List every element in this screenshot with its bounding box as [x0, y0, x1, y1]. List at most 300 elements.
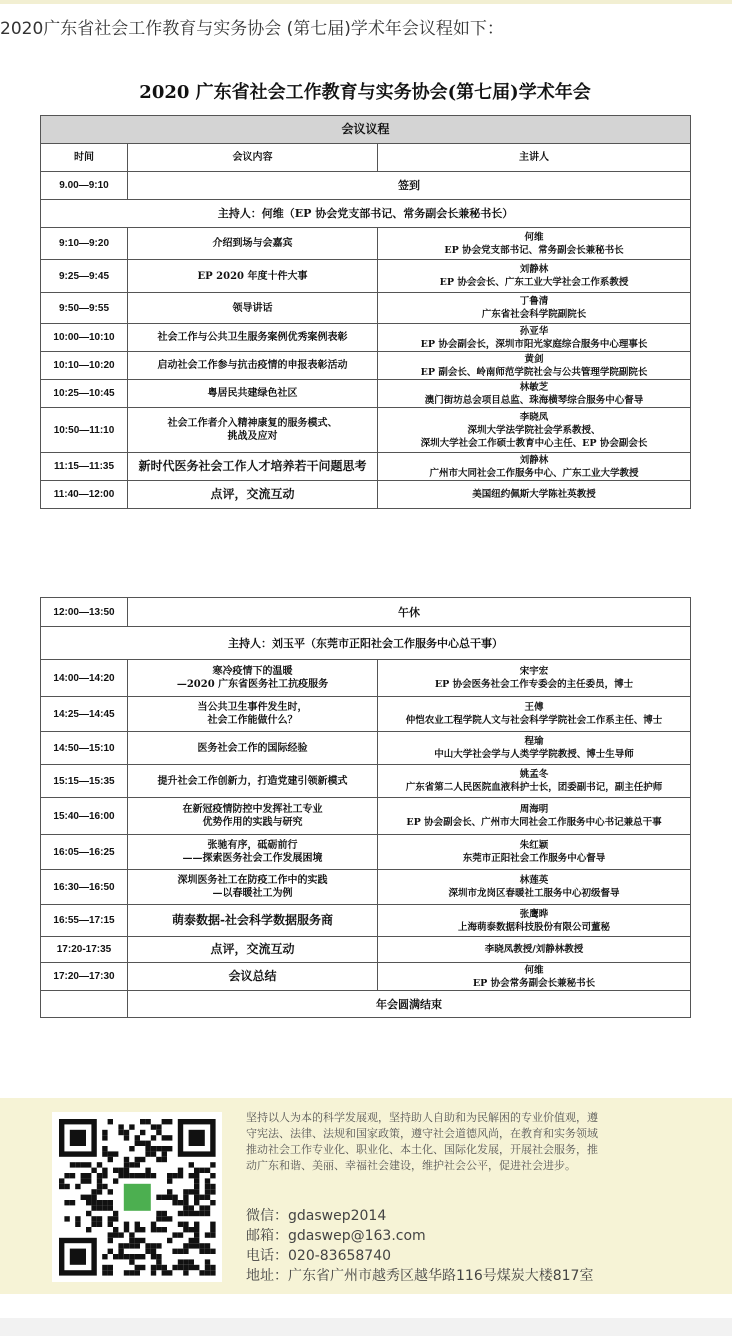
qr-module: [162, 1265, 167, 1270]
qr-module: [108, 1151, 113, 1156]
qr-module: [162, 1195, 167, 1200]
speaker-line: 深圳大学社会工作硕士教育中心主任、EP 协会副会长: [420, 437, 648, 449]
speaker-line: 广州市大同社会工作服务中心、广东工业大学教授: [429, 467, 639, 479]
topic-line: 张驰有序，砥砺前行: [207, 840, 298, 851]
speaker-line: 林敏芝: [519, 381, 549, 393]
speaker-line: 朱红颖: [519, 840, 549, 851]
qr-module: [210, 1173, 215, 1178]
session-time: 11:15—11:35: [41, 453, 128, 481]
qr-module: [129, 1259, 134, 1264]
qr-module: [183, 1195, 188, 1200]
qr-module: [102, 1265, 107, 1270]
speaker-line: 王傅: [524, 702, 544, 713]
qr-module: [91, 1200, 96, 1205]
session-time: 10:25—10:45: [41, 380, 128, 408]
speaker-line: 周海明: [519, 804, 549, 815]
speaker-line: 刘静林: [519, 264, 549, 275]
qr-finder-inner: [189, 1130, 205, 1146]
session-topic: [128, 260, 378, 293]
qr-module: [183, 1189, 188, 1194]
session-topic: [128, 293, 378, 324]
topic-line: 萌泰数据-社会科学数据服务商: [172, 913, 333, 927]
speaker-line: 澳门街坊总会项目总监、珠海横琴综合服务中心督导: [424, 394, 644, 406]
topic-line: 社会工作者介入精神康复的服务模式、: [167, 418, 338, 429]
qr-module: [118, 1168, 123, 1173]
table-header: 会议议程: [41, 116, 691, 144]
agenda-row: [41, 732, 691, 765]
qr-module: [189, 1211, 194, 1216]
qr-module: [91, 1205, 96, 1210]
session-time: 9:25—9:45: [41, 260, 128, 293]
session-topic: [128, 937, 378, 963]
session-speaker: [378, 835, 691, 870]
qr-module: [91, 1222, 96, 1227]
contact-info: [246, 1206, 593, 1286]
qr-module: [189, 1238, 194, 1243]
qr-module: [178, 1259, 183, 1264]
qr-module: [129, 1162, 134, 1167]
session-topic: [128, 732, 378, 765]
qr-module: [151, 1146, 156, 1151]
qr-module: [172, 1232, 177, 1237]
signin-time: 9.00—9:10: [41, 172, 128, 200]
qr-module: [183, 1259, 188, 1264]
qr-module: [205, 1270, 210, 1275]
qr-module: [59, 1178, 64, 1183]
qr-module: [145, 1243, 150, 1248]
column-time: 时间: [41, 144, 128, 172]
qr-module: [118, 1254, 123, 1259]
qr-module: [113, 1151, 118, 1156]
qr-module: [86, 1162, 91, 1167]
column-content: 会议内容: [128, 144, 378, 172]
qr-module: [178, 1211, 183, 1216]
qr-module: [189, 1259, 194, 1264]
session-speaker: [378, 937, 691, 963]
qr-module: [108, 1265, 113, 1270]
qr-logo-icon: [124, 1184, 151, 1211]
qr-module: [113, 1211, 118, 1216]
session-topic: [128, 963, 378, 991]
session-topic: [128, 481, 378, 509]
qr-module: [129, 1146, 134, 1151]
qr-module: [151, 1227, 156, 1232]
qr-module: [167, 1146, 172, 1151]
session-topic: [128, 835, 378, 870]
qr-module: [81, 1173, 86, 1178]
qr-module: [108, 1249, 113, 1254]
contact-phone: 电话：020-83658740: [246, 1248, 392, 1264]
session-time: 10:10—10:20: [41, 352, 128, 380]
agenda-row: [41, 453, 691, 481]
qr-module: [91, 1189, 96, 1194]
qr-module: [86, 1173, 91, 1178]
qr-module: [156, 1211, 161, 1216]
qr-module: [194, 1222, 199, 1227]
qr-module: [194, 1265, 199, 1270]
qr-module: [194, 1173, 199, 1178]
qr-module: [140, 1173, 145, 1178]
qr-module: [129, 1254, 134, 1259]
qr-module: [102, 1168, 107, 1173]
speaker-line: 上海萌泰数据科技股份有限公司董秘: [457, 921, 610, 933]
qr-module: [86, 1227, 91, 1232]
qr-module: [75, 1162, 80, 1167]
qr-module: [151, 1222, 156, 1227]
speaker-line: 姚孟冬: [519, 769, 549, 780]
session-topic: [128, 228, 378, 260]
topic-line: 在新冠疫情防控中发挥社工专业: [182, 804, 323, 815]
session-speaker: [378, 732, 691, 765]
column-speaker: 主讲人: [378, 144, 691, 172]
qr-module: [205, 1195, 210, 1200]
qr-module: [64, 1173, 69, 1178]
topic-line: —以春暖社工为例: [212, 888, 293, 899]
qr-module: [113, 1232, 118, 1237]
qr-module: [75, 1216, 80, 1221]
session-topic: [128, 453, 378, 481]
qr-module: [199, 1270, 204, 1275]
speaker-line: 宋宇宏: [519, 666, 549, 677]
session-time: 10:00—10:10: [41, 324, 128, 352]
qr-module: [118, 1130, 123, 1135]
qr-module: [172, 1200, 177, 1205]
speaker-line: 林莲英: [519, 875, 549, 886]
qr-module: [145, 1146, 150, 1151]
session-time: 16:05—16:25: [41, 835, 128, 870]
qr-module: [86, 1211, 91, 1216]
qr-module: [205, 1189, 210, 1194]
session-speaker: [378, 660, 691, 697]
speaker-line: 李晓凤教授/刘静林教授: [484, 944, 584, 955]
session-topic: [128, 765, 378, 798]
qr-module: [151, 1151, 156, 1156]
agenda-table-morning: [40, 115, 691, 509]
footer-motto: 坚持以人为本的科学发展观，坚持助人自助和为民解困的专业价值观，遵守宪法、法律、法规和国家政策，遵守社会道德风尚，在教育和实务领域推动社会工作专业化、职业化、本土化、国际化发展，开展社会服务，推动广东和谐、美丽、幸福社会建设，维护社会公平，促进社会进步。: [246, 1111, 598, 1172]
qr-module: [189, 1265, 194, 1270]
qr-module: [156, 1265, 161, 1270]
session-time: 16:30—16:50: [41, 870, 128, 905]
qr-module: [102, 1130, 107, 1135]
qr-module: [205, 1265, 210, 1270]
qr-module: [140, 1227, 145, 1232]
session-speaker: [378, 408, 691, 453]
session-speaker: [378, 293, 691, 324]
speaker-line: 东莞市正阳社会工作服务中心督导: [462, 853, 606, 864]
qr-module: [162, 1227, 167, 1232]
qr-module: [75, 1184, 80, 1189]
agenda-row: [41, 228, 691, 260]
qr-module: [189, 1173, 194, 1178]
agenda-row: [41, 697, 691, 732]
qr-module: [102, 1270, 107, 1275]
qr-module: [102, 1205, 107, 1210]
qr-module: [189, 1243, 194, 1248]
qr-module: [194, 1238, 199, 1243]
qr-module: [199, 1249, 204, 1254]
qr-module: [129, 1243, 134, 1248]
qr-module: [118, 1249, 123, 1254]
session-speaker: [378, 453, 691, 481]
session-time: 14:25—14:45: [41, 697, 128, 732]
qr-module: [113, 1227, 118, 1232]
qr-module: [102, 1146, 107, 1151]
qr-module: [108, 1216, 113, 1221]
qr-module: [172, 1195, 177, 1200]
agenda-row: [41, 835, 691, 870]
qr-module: [178, 1168, 183, 1173]
qr-module: [124, 1157, 129, 1162]
qr-module: [108, 1232, 113, 1237]
qr-module: [167, 1238, 172, 1243]
topic-line: 点评，交流互动: [210, 942, 295, 956]
session-speaker: [378, 380, 691, 408]
qr-module: [156, 1130, 161, 1135]
topic-line: 会议总结: [228, 969, 277, 983]
qr-module: [205, 1232, 210, 1237]
qr-module: [135, 1227, 140, 1232]
session-topic: [128, 408, 378, 453]
speaker-line: 何维: [524, 964, 544, 976]
topic-line: 点评，交流互动: [210, 487, 295, 501]
speaker-line: 中山大学社会学与人类学学院教授、博士生导师: [434, 749, 634, 760]
qr-module: [189, 1162, 194, 1167]
qr-module: [135, 1243, 140, 1248]
qr-module: [151, 1124, 156, 1129]
qr-module: [194, 1200, 199, 1205]
qr-module: [151, 1243, 156, 1248]
qr-module: [189, 1189, 194, 1194]
qr-module: [124, 1173, 129, 1178]
topic-line: 领导讲话: [232, 302, 273, 314]
session-topic: [128, 697, 378, 732]
qr-module: [210, 1232, 215, 1237]
qr-module: [156, 1157, 161, 1162]
qr-module: [194, 1211, 199, 1216]
qr-module: [162, 1119, 167, 1124]
qr-module: [59, 1184, 64, 1189]
qr-module: [81, 1195, 86, 1200]
qr-code[interactable]: [52, 1112, 222, 1282]
speaker-line: EP 副会长、岭南师范学院社会与公共管理学院副院长: [420, 366, 648, 378]
qr-module: [156, 1259, 161, 1264]
session-topic: [128, 380, 378, 408]
qr-module: [151, 1270, 156, 1275]
qr-module: [81, 1178, 86, 1183]
qr-module: [113, 1178, 118, 1183]
qr-module: [135, 1141, 140, 1146]
session-time: 10:50—11:10: [41, 408, 128, 453]
qr-module: [162, 1135, 167, 1140]
session-topic: [128, 798, 378, 835]
session-speaker: [378, 260, 691, 293]
qr-module: [108, 1157, 113, 1162]
topic-line: ——探索医务社会工作发展困境: [182, 853, 323, 864]
agenda-row: [41, 798, 691, 835]
agenda-row: [41, 380, 691, 408]
session-speaker: [378, 352, 691, 380]
qr-module: [140, 1130, 145, 1135]
qr-module: [167, 1173, 172, 1178]
qr-module: [183, 1222, 188, 1227]
session-time: 14:00—14:20: [41, 660, 128, 697]
qr-module: [124, 1130, 129, 1135]
qr-module: [151, 1254, 156, 1259]
qr-module: [124, 1135, 129, 1140]
agenda-row: [41, 937, 691, 963]
contact-email[interactable]: 邮箱：gdaswep@163.com: [246, 1228, 426, 1244]
agenda-row: [41, 352, 691, 380]
speaker-line: 程瑜: [524, 736, 544, 747]
topic-line: 提升社会工作创新力，打造党建引领新模式: [157, 775, 348, 787]
qr-module: [156, 1254, 161, 1259]
speaker-line: EP 协会党支部书记、常务副会长兼秘书长: [444, 244, 624, 256]
qr-module: [194, 1232, 199, 1237]
qr-module: [135, 1157, 140, 1162]
qr-module: [210, 1265, 215, 1270]
qr-module: [194, 1189, 199, 1194]
qr-module: [129, 1173, 134, 1178]
qr-module: [102, 1135, 107, 1140]
speaker-line: EP 协会医务社会工作专委会的主任委员，博士: [434, 679, 634, 690]
session-topic: [128, 324, 378, 352]
topic-line: 社会工作与公共卫生服务案例优秀案例表彰: [157, 332, 348, 343]
qr-module: [210, 1227, 215, 1232]
qr-module: [113, 1216, 118, 1221]
session-speaker: [378, 481, 691, 509]
qr-module: [167, 1189, 172, 1194]
qr-module: [102, 1173, 107, 1178]
agenda-row: [41, 260, 691, 293]
session-speaker: [378, 697, 691, 732]
host-morning: 主持人：何维（EP 协会党支部书记、常务副会长兼秘书长）: [41, 200, 691, 228]
qr-module: [135, 1162, 140, 1167]
qr-module: [205, 1184, 210, 1189]
qr-module: [124, 1270, 129, 1275]
footer-banner: [0, 1098, 732, 1294]
qr-module: [210, 1162, 215, 1167]
speaker-line: 仲恺农业工程学院人文与社会科学学院社会工作系主任、博士: [405, 715, 663, 726]
qr-module: [156, 1124, 161, 1129]
qr-module: [86, 1178, 91, 1183]
qr-module: [162, 1146, 167, 1151]
qr-module: [113, 1254, 118, 1259]
qr-module: [178, 1232, 183, 1237]
qr-module: [183, 1200, 188, 1205]
qr-module: [167, 1216, 172, 1221]
qr-module: [167, 1195, 172, 1200]
qr-module: [156, 1227, 161, 1232]
session-speaker: [378, 870, 691, 905]
qr-module: [178, 1265, 183, 1270]
qr-module: [183, 1243, 188, 1248]
qr-module: [64, 1216, 69, 1221]
qr-module: [135, 1135, 140, 1140]
qr-module: [135, 1222, 140, 1227]
topic-line: 寒冷疫情下的温暖: [212, 666, 293, 677]
lunch-time: 12:00—13:50: [41, 598, 128, 627]
qr-module: [178, 1200, 183, 1205]
qr-module: [167, 1178, 172, 1183]
session-time: 14:50—15:10: [41, 732, 128, 765]
qr-module: [97, 1222, 102, 1227]
qr-module: [86, 1195, 91, 1200]
topic-line: 当公共卫生事件发生时，: [197, 702, 308, 713]
qr-module: [64, 1184, 69, 1189]
qr-module: [210, 1184, 215, 1189]
qr-module: [162, 1216, 167, 1221]
bottom-band: [0, 1318, 732, 1336]
speaker-line: 广东省第二人民医院血液科护士长，团委副书记，副主任护师: [405, 782, 663, 793]
contact-address: 地址：广东省广州市越秀区越华路116号煤炭大楼817室: [246, 1268, 594, 1284]
qr-module: [172, 1265, 177, 1270]
speaker-line: EP 协会常务副会长兼秘书长: [472, 977, 596, 989]
qr-module: [183, 1211, 188, 1216]
speaker-line: 美国纽约佩斯大学陈社英教授: [472, 489, 596, 500]
qr-module: [113, 1168, 118, 1173]
speaker-line: EP 协会副会长，深圳市阳光家庭综合服务中心理事长: [420, 338, 648, 350]
qr-module: [194, 1227, 199, 1232]
agenda-row: [41, 408, 691, 453]
qr-module: [199, 1211, 204, 1216]
qr-module: [102, 1184, 107, 1189]
qr-module: [135, 1254, 140, 1259]
topic-line: 深圳医务社工在防疫工作中的实践: [177, 875, 328, 886]
qr-module: [135, 1270, 140, 1275]
qr-module: [102, 1254, 107, 1259]
qr-module: [108, 1238, 113, 1243]
qr-module: [167, 1119, 172, 1124]
qr-module: [210, 1222, 215, 1227]
session-speaker: [378, 905, 691, 937]
session-speaker: [378, 798, 691, 835]
session-time: 15:15—15:35: [41, 765, 128, 798]
host-afternoon: 主持人：刘玉平（东莞市正阳社会工作服务中心总干事）: [41, 627, 691, 660]
session-speaker: [378, 963, 691, 991]
session-time: 16:55—17:15: [41, 905, 128, 937]
topic-line: 医务社会工作的国际经验: [197, 742, 308, 754]
session-topic: [128, 660, 378, 697]
qr-module: [167, 1135, 172, 1140]
qr-module: [172, 1173, 177, 1178]
topic-line: 介绍到场与会嘉宾: [212, 238, 293, 249]
qr-module: [108, 1205, 113, 1210]
contact-wechat: 微信：gdaswep2014: [246, 1208, 387, 1224]
qr-module: [97, 1216, 102, 1221]
qr-module: [97, 1200, 102, 1205]
agenda-row: [41, 660, 691, 697]
qr-module: [97, 1173, 102, 1178]
qr-finder-inner: [70, 1130, 86, 1146]
qr-module: [205, 1178, 210, 1183]
lunch-label: 午休: [128, 598, 691, 627]
top-divider: [0, 0, 732, 4]
qr-module: [183, 1205, 188, 1210]
qr-module: [81, 1162, 86, 1167]
qr-module: [124, 1162, 129, 1167]
qr-module: [145, 1119, 150, 1124]
session-speaker: [378, 324, 691, 352]
topic-line: 挑战及应对: [227, 431, 278, 442]
qr-module: [194, 1184, 199, 1189]
qr-module: [183, 1265, 188, 1270]
qr-module: [145, 1151, 150, 1156]
session-time: 15:40—16:00: [41, 798, 128, 835]
qr-module: [210, 1189, 215, 1194]
qr-module: [118, 1243, 123, 1248]
session-speaker: [378, 765, 691, 798]
qr-module: [108, 1119, 113, 1124]
